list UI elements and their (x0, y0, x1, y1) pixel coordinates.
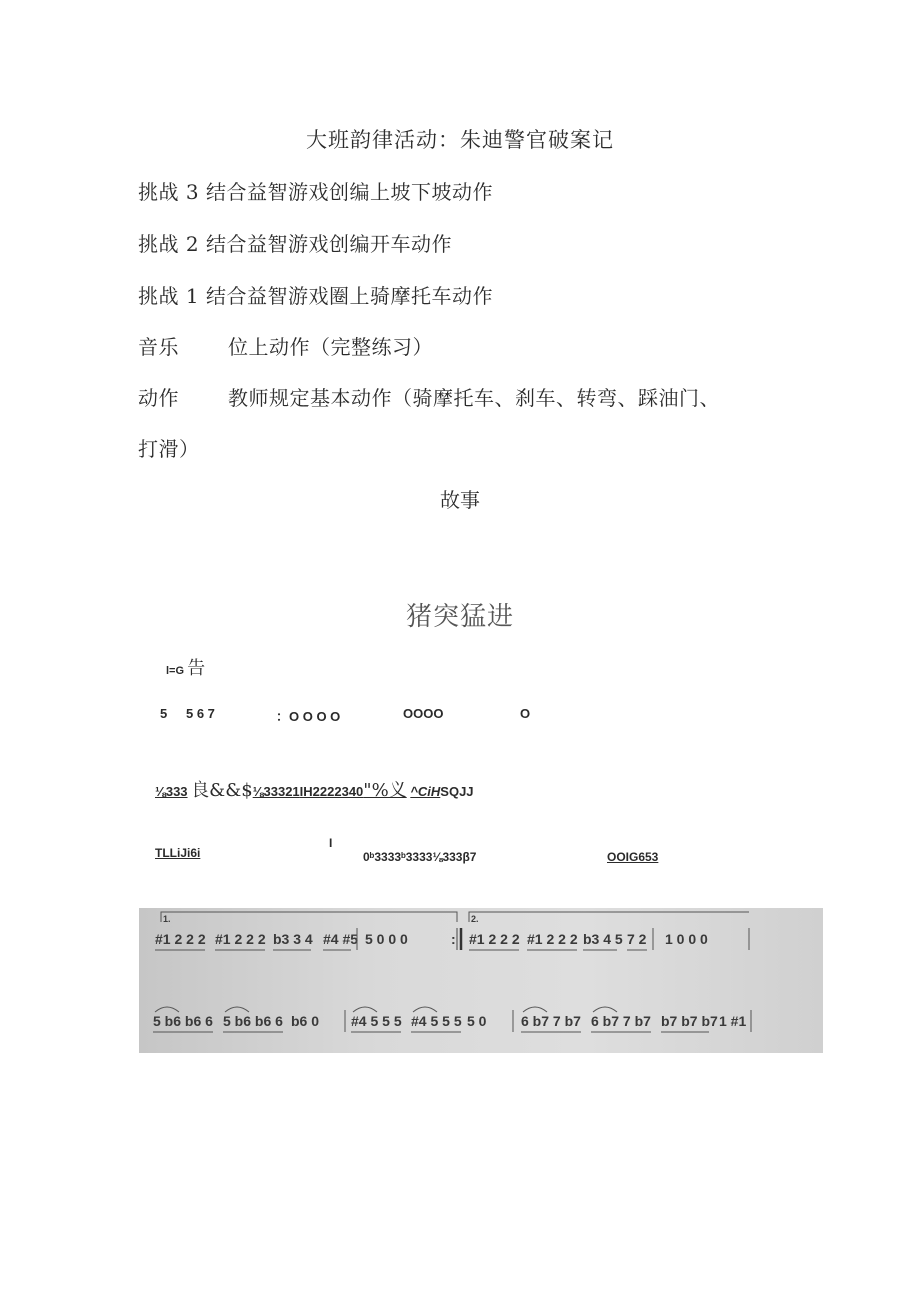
score-l1-g8: b3 4 5 (583, 931, 623, 947)
score-l1-g2: #1 2 2 2 (215, 931, 266, 947)
score-l1-g9: 7 2 (627, 931, 647, 947)
volta-label-2: 2. (471, 914, 479, 924)
score-l1-g4: #4 #5 (323, 931, 359, 947)
score-l2-g6: 5 0 (467, 1013, 487, 1029)
challenge-1: 挑战 1 结合益智游戏圈上骑摩托车动作 (138, 284, 493, 308)
notation-row3-a: TLLiJi6i (155, 846, 201, 860)
notation-row2-f: ^CiH (410, 784, 441, 799)
notation-row2-a: ⅛333 (155, 784, 188, 799)
notation-row2-b: 良&&$ (191, 780, 253, 801)
slurs (155, 1007, 617, 1012)
notation-row1-c: ：O O O O (276, 709, 341, 724)
score-l2-g4: #4 5 5 5 (351, 1013, 402, 1029)
score-l2-g3: b6 0 (291, 1013, 320, 1029)
notation-row3-d-text: OOIG653 (607, 850, 659, 864)
document-title: 大班韵律活动：朱迪警官破案记 (306, 128, 614, 152)
score-l1-g3: b3 3 4 (273, 931, 313, 947)
score-l1-g10: 1 0 0 0 (665, 931, 708, 947)
score-l1-g7: #1 2 2 2 (527, 931, 578, 947)
music-label: 音乐 (138, 335, 179, 359)
action-row (138, 382, 720, 411)
score-l2-g1: 5 b6 b6 6 (153, 1013, 213, 1029)
notation-row3-b: I (329, 836, 333, 850)
music-row (138, 331, 433, 360)
notation-row1-a: 5 (160, 706, 168, 721)
challenge-2: 挑战 2 结合益智游戏创编开车动作 (138, 232, 452, 256)
score-l2-g10: 1 #1 (719, 1013, 747, 1029)
notation-row3-d (607, 850, 658, 864)
volta-bracket-2 (469, 912, 749, 922)
challenge-3: 挑战 3 结合益智游戏创编上坡下坡动作 (138, 180, 493, 204)
music-text: 位上动作（完整练习） (228, 335, 433, 359)
song-title: 猪突猛进 (405, 602, 514, 632)
score-l2-g2: 5 b6 b6 6 (223, 1013, 283, 1029)
notation-row2-c: ⅛33321 (252, 784, 300, 799)
score-l1-g1: #1 2 2 2 (155, 931, 206, 947)
action-text-continued: 打滑） (138, 437, 200, 461)
notation-row2-e: "%义 (363, 780, 407, 801)
notation-row3-c: 0ᵇ3333ᵇ3333⅛333β7 (363, 850, 477, 864)
score-l2-g7: 6 b7 7 b7 (521, 1013, 581, 1029)
action-text: 教师规定基本动作（骑摩托车、刹车、转弯、踩油门、 (228, 386, 720, 410)
score-l1-g6: #1 2 2 2 (469, 931, 520, 947)
notation-row1-b: 5 6 7 (186, 706, 215, 721)
notation-row2-d: IH2222340 (299, 784, 364, 799)
notation-row2-g: SQJJ (440, 784, 474, 799)
score-l1-g5: 5 0 0 0 (365, 931, 408, 947)
volta-label-1: 1. (163, 914, 171, 924)
score-svg (139, 908, 823, 1053)
volta-bracket-1 (161, 912, 457, 922)
story-heading: 故事 (440, 488, 480, 512)
key-glyph: 告 (187, 658, 206, 679)
key-text: l=G (166, 665, 185, 677)
score-l2-g9: b7 b7 b7 (661, 1013, 718, 1029)
score-l2-g5: #4 5 5 5 (411, 1013, 462, 1029)
action-label: 动作 (138, 386, 179, 410)
score-l2-g8: 6 b7 7 b7 (591, 1013, 651, 1029)
score-l1-repeat: : (451, 931, 456, 947)
score-image (139, 908, 823, 1053)
notation-row1-e: O (520, 706, 531, 721)
notation-row1-d: OOOO (403, 706, 444, 721)
notation-row2 (155, 776, 474, 802)
key-signature (166, 654, 205, 680)
